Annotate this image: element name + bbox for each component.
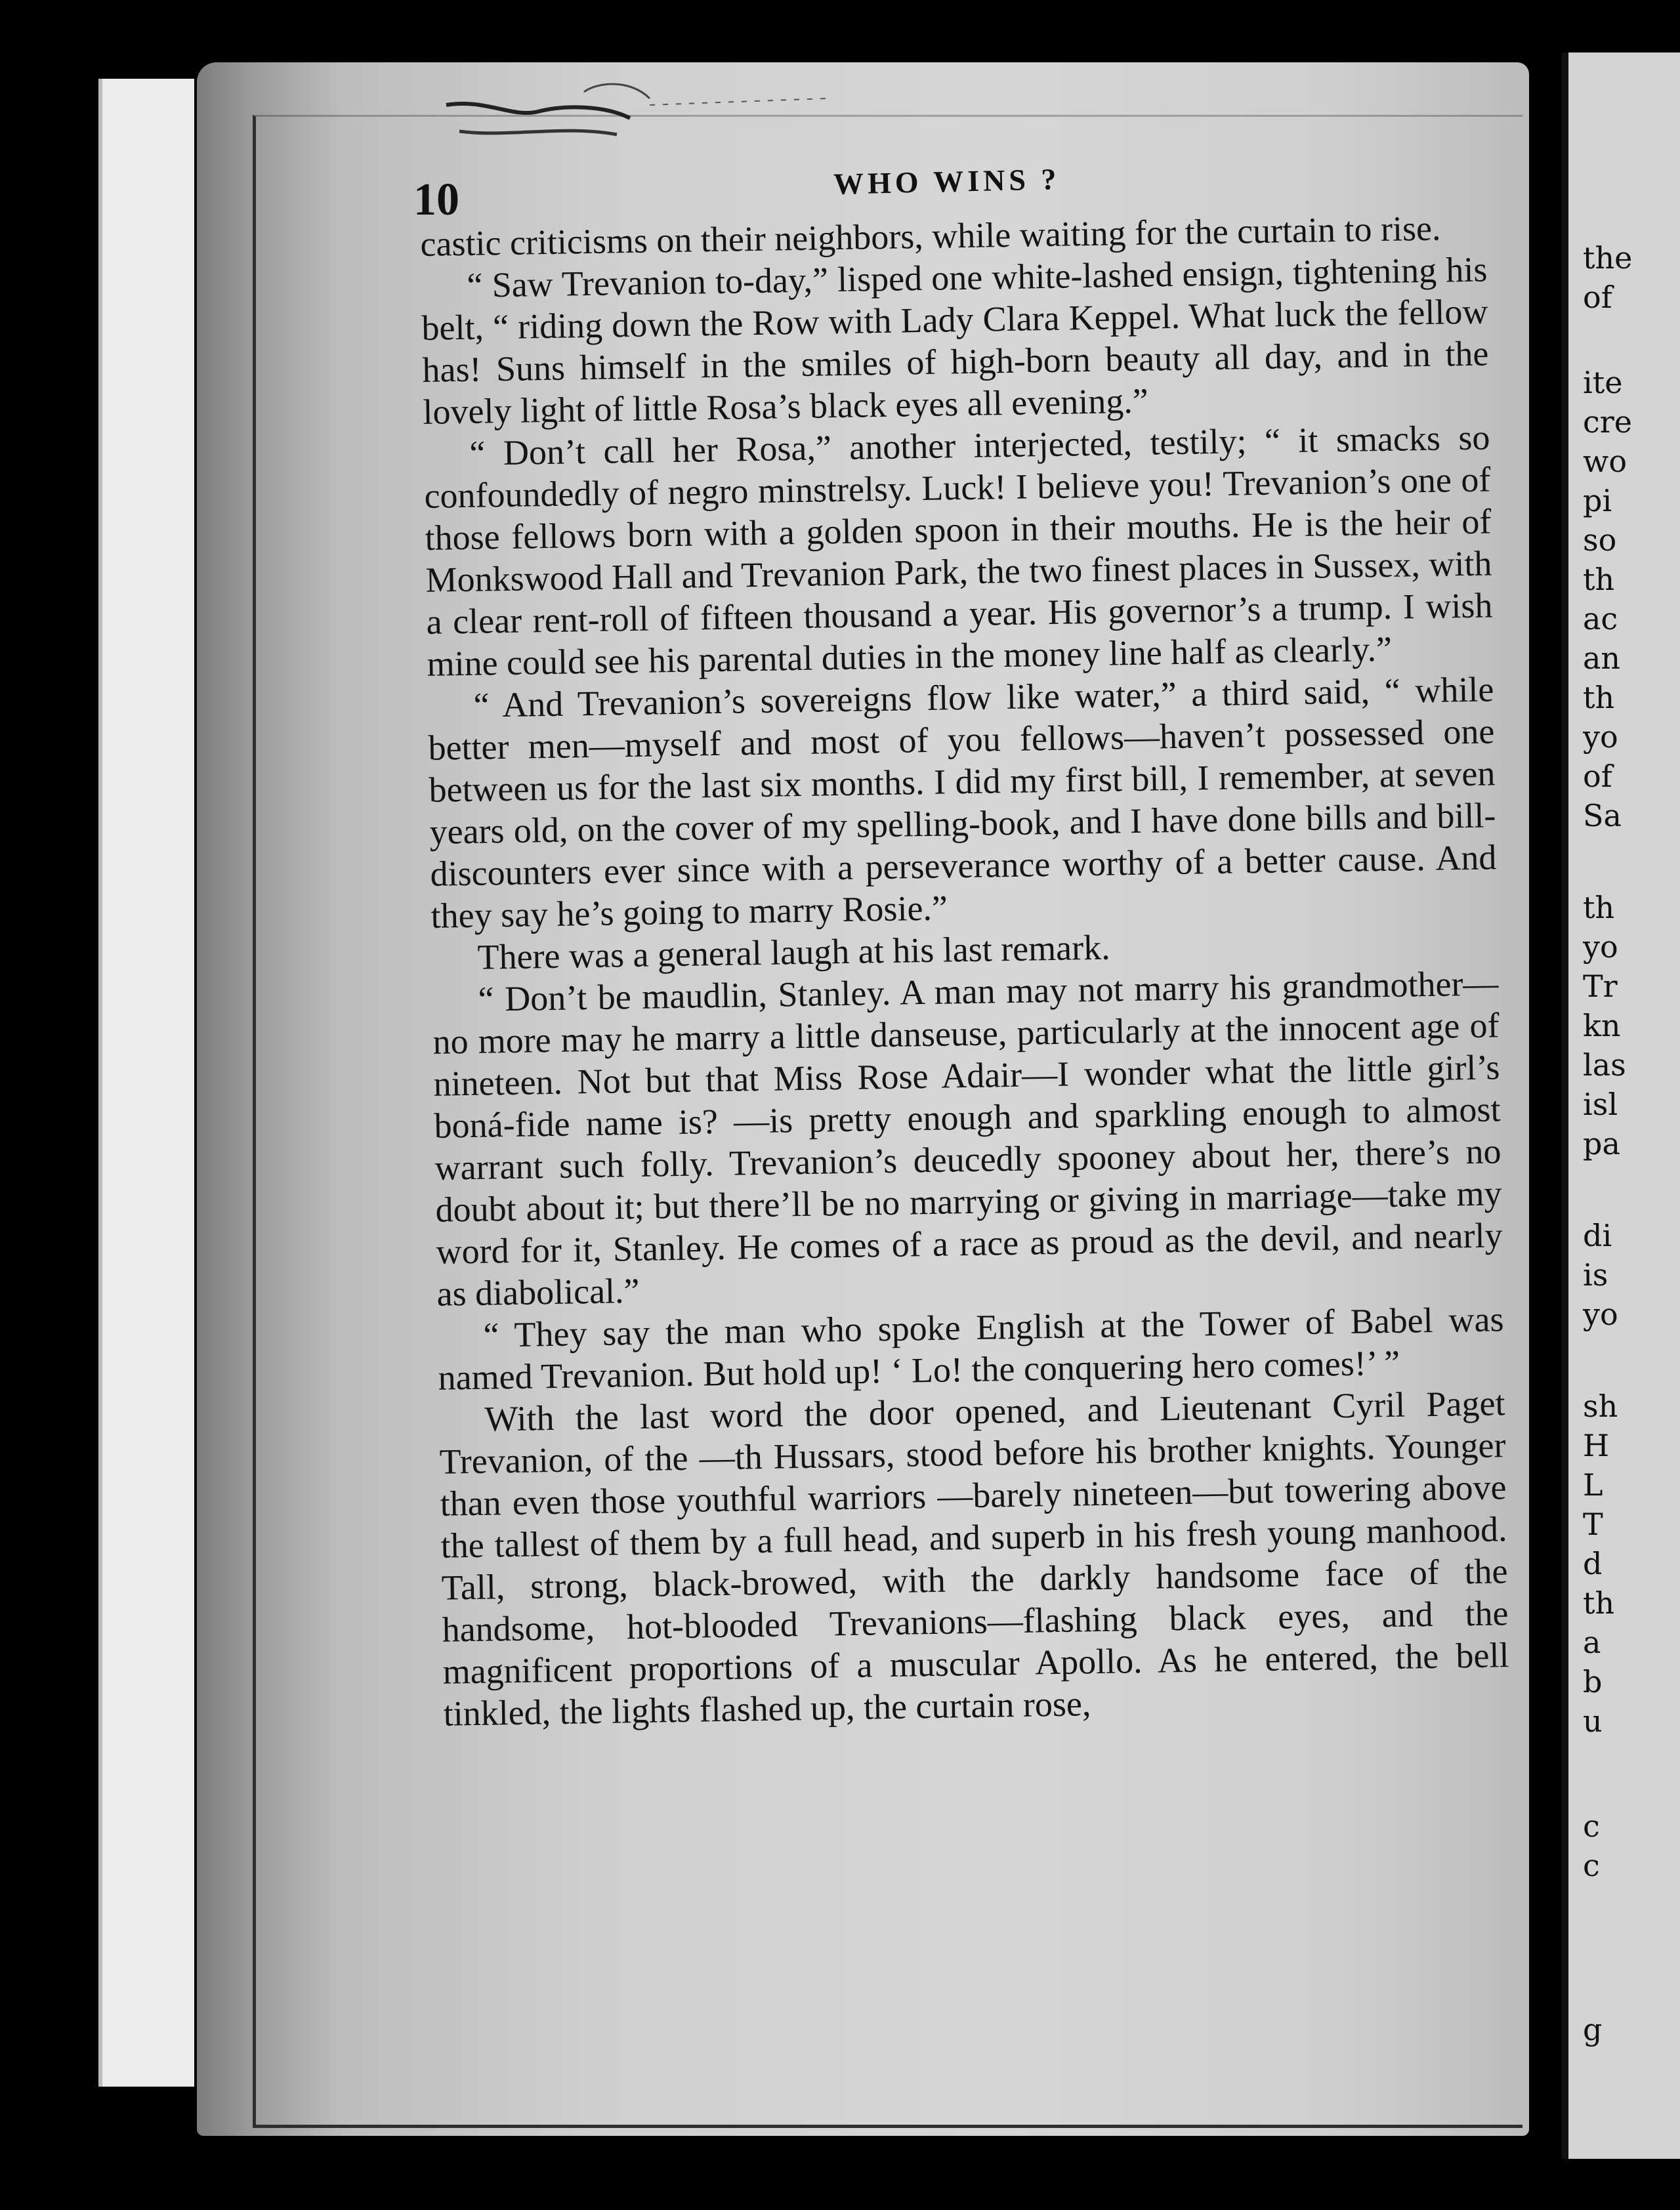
facing-page-fragment: of [1583,280,1612,315]
facing-page-fragment: sh [1583,1388,1618,1424]
paragraph: “ Don’t be maudlin, Stanley. A man may not marry his grandmother—no more may he marry a little danseuse, particularly at the innocent age of nineteen. Not but that Miss Rose Adair—I wonder what the little girl’s boná-fide name is? —is pretty enough and sparkling enough to almost warrant such folly. Trevanion’s deucedly spooney about her, there’s no doubt about it; but there’ll be no marrying or giving in marriage—take my word for it, Stanley. He comes of a race as proud as the devil, and nearly as diabolical.” [432,963,1503,1314]
body-text [420,206,1510,1734]
facing-page-fragment: is [1583,1257,1608,1293]
facing-page-fragment: of [1583,759,1612,794]
facing-page-fragment: pa [1583,1126,1620,1161]
paragraph: There was a general laugh at his last remark. [477,927,1111,977]
facing-page-fragment: yo [1583,1297,1618,1332]
facing-page-fragment: b [1583,1664,1603,1699]
facing-page-fragment: Sa [1583,798,1622,833]
facing-page-fragment: pi [1583,483,1612,518]
paragraph: “ Don’t call her Rosa,” another interjected, testily; “ it smacks so confoundedly of negro minstrelsy. Luck! I believe you! Trevanion’s one of those fellows born with a golden spoon in their mouths. He is the heir of Monkswood Hall and Trevanion Park, the two finest places in Sussex, with a clear rent-roll of fifteen thousand a year. His governor’s a trump. I wish mine could see his parental duties in the money line half as clearly.” [424,417,1493,684]
facing-page-fragment: cre [1583,404,1632,440]
facing-page-fragment: c [1583,1848,1600,1883]
facing-page-fragment: a [1583,1625,1601,1660]
paragraph: “ Saw Trevanion to-day,” lisped one white-lashed ensign, tightening his belt, “ riding down the Row with Lady Clara Keppel. What luck the fellow has! Suns himself in the smiles of high-born beauty all day, and in the lovely light of little Rosa’s black eyes all evening.” [421,249,1489,432]
facing-page-fragment: the [1583,240,1633,276]
running-title: WHO WINS ? [833,162,1060,201]
facing-page-fragment: d [1583,1546,1603,1581]
facing-page-fragment: th [1583,1585,1615,1621]
facing-page-fragment: yo [1583,929,1618,965]
paragraph: “ And Trevanion’s sovereigns flow like water,” a third said, “ while better men—myself and most of you fellows—haven’t possessed one between us for the last six months. I did my first bill, I remember, at seven years old, on the cover of my spelling-book, and I have done bills and bill-discounters ever since with a perseverance worthy of a better cause. And they say he’s going to marry Rosie.” [428,669,1497,936]
facing-page-fragment: di [1583,1218,1612,1253]
facing-page-fragment: H [1583,1428,1610,1463]
facing-page-fragment: ac [1583,601,1618,636]
facing-page-fragment: wo [1583,444,1628,479]
facing-page-fragment: an [1583,640,1621,676]
facing-page-fragment: isl [1583,1087,1618,1122]
facing-page-fragment: L [1583,1467,1603,1503]
facing-page-fragment: g [1583,2012,1603,2047]
facing-page-fragment: las [1583,1047,1626,1083]
page-number: 10 [413,175,459,225]
paragraph: “ They say the man who spoke English at the Tower of Babel was named Trevanion. But hold up! ‘ Lo! the conquering hero comes!’ ” [438,1299,1504,1398]
facing-page-fragment: T [1583,1507,1603,1542]
facing-page-fragment: kn [1583,1008,1621,1043]
facing-page-fragment: so [1583,522,1617,558]
facing-page-fragment: yo [1583,719,1618,755]
facing-page-fragment: th [1583,680,1615,715]
back-leaf-edge [98,79,194,2087]
facing-page-fragment: ite [1583,365,1623,400]
facing-page-fragment: Tr [1583,969,1618,1004]
facing-page-fragment: u [1583,1703,1603,1739]
ink-smudge-mark [433,79,827,151]
facing-page-fragment: th [1583,890,1615,925]
facing-page-edge [1562,52,1680,2159]
facing-page-fragment: c [1583,1808,1600,1844]
paragraph: castic criticisms on their neighbors, while waiting for the curtain to rise. [420,208,1441,264]
facing-page-fragment: th [1583,562,1615,597]
paragraph: With the last word the door opened, and Lieutenant Cyril Paget Trevanion, of the —th Hussars, stood before his brother knights. Younger than even those youthful warriors —barely nineteen—but towering above the tallest of them by a full head, and superb in his fresh young manhood. Tall, strong, black-browed, with the darkly handsome face of the handsome, hot-blooded Trevanions—flashing black eyes, and the magnificent proportions of a muscular Apollo. As he entered, the bell tinkled, the lights flashed up, the curtain rose, [439,1383,1509,1734]
